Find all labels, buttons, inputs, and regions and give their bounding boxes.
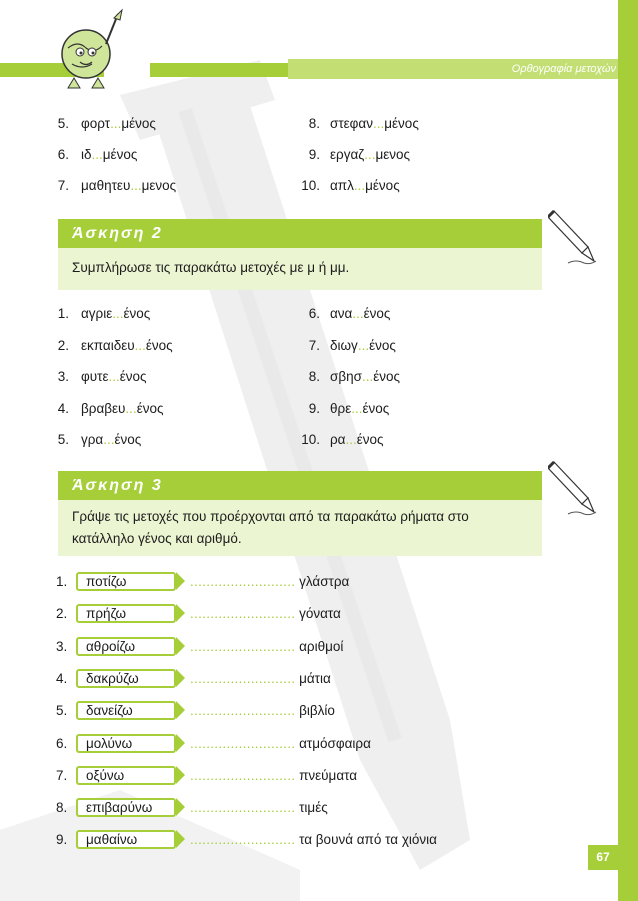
blank-dots[interactable]: ... <box>108 369 120 384</box>
word-stem: ρα <box>330 432 346 447</box>
blank-dots[interactable]: ... <box>130 178 142 193</box>
answer-blank[interactable]: .......................... <box>190 767 296 783</box>
blank-dots[interactable]: ... <box>364 147 376 162</box>
word-ending: ένος <box>373 369 400 384</box>
answer-line <box>190 669 331 688</box>
item-number: 7. <box>57 178 69 193</box>
header-title: Ορθογραφία μετοχών <box>511 63 616 75</box>
row-number: 7. <box>56 767 68 783</box>
noun-text: αριθμοί <box>299 638 344 654</box>
blank-dots[interactable]: ... <box>103 432 115 447</box>
word-ending: ένος <box>114 432 142 447</box>
row-number: 2. <box>56 606 68 622</box>
item-number: 6. <box>308 306 320 321</box>
noun-text: βιβλίο <box>299 703 335 719</box>
pencil-icon <box>548 207 598 269</box>
answer-blank[interactable]: .......................... <box>190 800 296 816</box>
verb-tag: οξύνω <box>76 766 176 785</box>
exercise2-instruction <box>58 248 542 290</box>
word-ending: μένος <box>102 147 138 162</box>
word-ending: μενος <box>141 178 177 193</box>
exercise2-title: Άσκηση 2 <box>58 219 542 248</box>
word-ending: ένος <box>369 337 396 353</box>
exercise3-title: Άσκηση 3 <box>58 471 542 500</box>
blank-dots[interactable]: ... <box>361 369 374 384</box>
verb-tag: αθροίζω <box>76 637 176 656</box>
word-stem: θρε <box>330 400 352 416</box>
answer-line <box>190 637 343 656</box>
noun-text: πνεύματα <box>299 767 358 783</box>
answer-blank[interactable]: .......................... <box>190 670 296 686</box>
answer-line <box>190 604 341 623</box>
noun-text: ατμόσφαιρα <box>299 735 371 751</box>
item-number: 6. <box>57 147 69 162</box>
word-stem: αγριε <box>81 306 113 321</box>
word-ending: ένος <box>136 400 164 416</box>
blank-dots[interactable]: ... <box>373 116 385 131</box>
answer-line <box>190 701 335 720</box>
answer-line <box>190 572 349 591</box>
arrow-icon <box>176 766 185 784</box>
arrow-icon <box>176 604 185 622</box>
word-stem: μαθητευ <box>81 178 131 193</box>
word-ending: ένος <box>119 369 147 384</box>
word-ending: μένος <box>121 116 156 131</box>
exercise3-instruction-text: Γράψε τις μετοχές που προέρχονται από τα παρακάτω ρήματα στο κατάλληλο γένος και αριθμό. <box>72 509 469 546</box>
word-ending: μένος <box>384 116 419 131</box>
item-number: 5. <box>57 432 69 447</box>
page-number: 67 <box>588 845 618 870</box>
blank-dots[interactable]: ... <box>134 337 146 353</box>
arrow-icon <box>176 798 185 816</box>
word-ending: μενος <box>375 147 411 162</box>
word-ending: ένος <box>123 306 151 321</box>
blank-dots[interactable]: ... <box>112 306 124 321</box>
word-stem: στεφαν <box>330 116 373 131</box>
row-number: 5. <box>56 703 68 719</box>
noun-text: τιμές <box>299 800 328 816</box>
exercise3-instruction <box>58 500 542 556</box>
arrow-icon <box>176 572 185 590</box>
word-stem: εκπαιδευ <box>81 337 135 353</box>
answer-blank[interactable]: .......................... <box>190 703 296 719</box>
blank-dots[interactable]: ... <box>125 400 137 416</box>
blank-dots[interactable]: ... <box>91 147 103 162</box>
item-number: 9. <box>308 147 320 162</box>
verb-tag: ποτίζω <box>76 572 176 591</box>
word-stem: φορτ <box>81 116 111 131</box>
item-number: 10. <box>301 432 320 447</box>
item-number: 1. <box>57 306 69 321</box>
arrow-icon <box>176 701 185 719</box>
word-ending: ένος <box>356 432 384 447</box>
word-stem: ιδ <box>81 147 92 162</box>
noun-text: γόνατα <box>299 606 341 622</box>
row-number: 4. <box>56 670 68 686</box>
word-stem: γρα <box>81 432 104 447</box>
blank-dots[interactable]: ... <box>357 337 370 353</box>
blank-dots[interactable]: ... <box>351 400 363 416</box>
item-number: 7. <box>308 337 320 353</box>
word-ending: ένος <box>362 400 390 416</box>
word-stem: εργαζ <box>330 147 365 162</box>
item-number: 8. <box>308 116 320 131</box>
item-number: 9. <box>308 400 320 416</box>
row-number: 3. <box>56 638 68 654</box>
answer-line <box>190 798 328 817</box>
blank-dots[interactable]: ... <box>345 432 357 447</box>
word-stem: φυτε <box>81 369 109 384</box>
answer-blank[interactable]: .......................... <box>190 606 296 622</box>
header-stripe-middle <box>150 63 288 77</box>
item-number: 2. <box>57 337 69 353</box>
word-stem: διωγ <box>330 337 358 353</box>
item-number: 5. <box>57 116 69 131</box>
arrow-icon <box>176 830 185 848</box>
verb-tag: μαθαίνω <box>76 830 176 849</box>
verb-tag: μολύνω <box>76 734 176 753</box>
item-number: 10. <box>301 178 320 193</box>
item-number: 8. <box>308 369 320 384</box>
answer-line <box>190 766 357 785</box>
blank-dots[interactable]: ... <box>353 178 366 193</box>
noun-text: γλάστρα <box>299 574 350 589</box>
noun-text: μάτια <box>299 670 331 686</box>
pencil-icon <box>548 458 598 520</box>
arrow-icon <box>176 734 185 752</box>
verb-tag: επιβαρύνω <box>76 798 176 817</box>
noun-text: τα βουνά από τα χιόνια <box>299 832 437 848</box>
blank-dots[interactable]: ... <box>110 116 122 131</box>
arrow-icon <box>176 669 185 687</box>
row-number: 9. <box>56 832 68 848</box>
item-number: 3. <box>57 369 69 384</box>
answer-blank[interactable]: .......................... <box>190 574 296 589</box>
row-number: 1. <box>56 574 68 589</box>
page-edge-bar <box>618 0 638 901</box>
item-number: 4. <box>57 400 69 416</box>
verb-tag: δακρύζω <box>76 669 176 688</box>
row-number: 8. <box>56 800 68 816</box>
answer-line <box>190 734 371 753</box>
answer-blank[interactable]: .......................... <box>190 638 296 654</box>
word-ending: ένος <box>145 337 173 353</box>
row-number: 6. <box>56 735 68 751</box>
globe-mascot-icon <box>54 8 124 90</box>
answer-blank[interactable]: .......................... <box>190 735 296 751</box>
exercise2-instruction-text: Συμπλήρωσε τις παρακάτω μετοχές με μ ή μμ. <box>72 260 350 275</box>
answer-line <box>190 830 437 849</box>
word-ending: μένος <box>365 178 400 193</box>
word-stem: βραβευ <box>81 400 126 416</box>
verb-tag: δανείζω <box>76 701 176 720</box>
word-stem: ανα <box>330 306 353 321</box>
word-stem: απλ <box>330 178 354 193</box>
word-ending: ένος <box>363 306 391 321</box>
word-stem: σβησ <box>330 369 362 384</box>
verb-tag: πρήζω <box>76 604 176 623</box>
answer-blank[interactable]: .......................... <box>190 832 296 848</box>
blank-dots[interactable]: ... <box>352 306 364 321</box>
arrow-icon <box>176 637 185 655</box>
